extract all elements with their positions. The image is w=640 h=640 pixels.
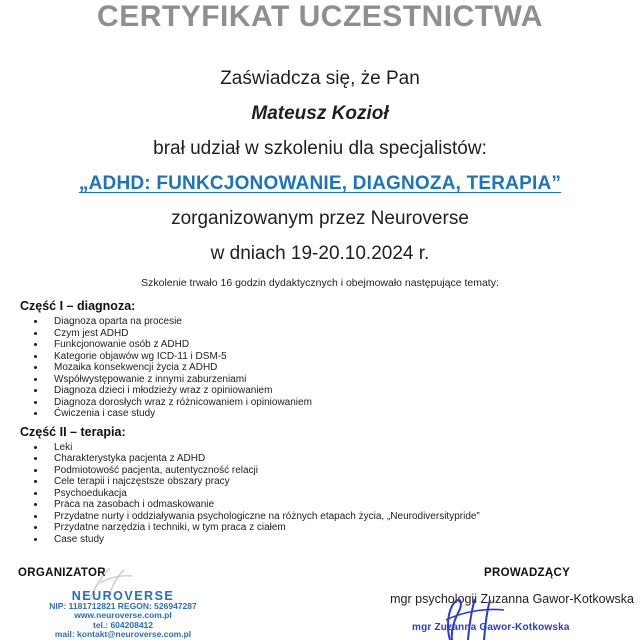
section-diagnosis (0, 299, 640, 420)
participant-name: Mateusz Kozioł (251, 103, 389, 124)
topic-list-therapy (0, 442, 640, 546)
topic-item: • Charakterystyka pacjenta z ADHD (46, 453, 640, 465)
topic-item: • Praca na zasobach i odmaskowanie (46, 499, 640, 511)
topic-item: • Cele terapii i najczęstsze obszary pracy (46, 476, 640, 488)
organizer-stamp (10, 590, 236, 639)
topic-item: • Przydatne nurty i oddziaływania psychologiczne na różnych etapach życia, „Neurodiversitypride” (46, 511, 640, 523)
dates-line: w dniach 19-20.10.2024 r. (210, 243, 430, 264)
course-title-line (0, 172, 640, 196)
topic-item: • Psychoedukacja (46, 488, 640, 500)
topic-item: • Funkcjonowanie osób z ADHD (46, 339, 640, 351)
participation-line: brał udział w szkoleniu dla specjalistów: (153, 138, 487, 159)
stamp-phone: tel.: 604208412 (92, 619, 154, 630)
topic-item: • Przydatne narzędzia i techniki, w tym praca z ciałem (46, 522, 640, 534)
stamp-company-name: NEUROVERSE (71, 589, 175, 603)
topic-item: • Mozaika konsekwencji życia z ADHD (46, 362, 640, 374)
course-title-link[interactable]: „ADHD: FUNKCJONOWANIE, DIAGNOZA, TERAPIA” (78, 173, 562, 194)
topic-item: • Diagnoza oparta na procesie (46, 316, 640, 328)
topic-item: • Podmiotowość pacjenta, autentyczność relacji (46, 465, 640, 477)
signature-scribble-icon (432, 596, 522, 640)
organized-by-line: zorganizowanym przez Neuroverse (171, 208, 469, 229)
duration-summary: Szkolenie trwało 16 godzin dydaktycznych i obejmowało następujące tematy: (141, 277, 499, 289)
topic-list-diagnosis (0, 316, 640, 420)
topic-item: • Diagnoza dorosłych wraz z różnicowaniem i opiniowaniem (46, 397, 640, 409)
certificate-intro (0, 67, 640, 266)
intro-line: Zaświadcza się, że Pan (220, 68, 420, 89)
presenter-name: mgr psychologii Zuzanna Gawor-Kotkowska (390, 592, 634, 606)
stamp-nip-regon: NIP: 1181712821 REGON: 526947287 (49, 601, 197, 611)
section-therapy (0, 425, 640, 546)
topic-item: • Współwystępowanie z innymi zaburzeniami (46, 374, 640, 386)
certificate-title: CERTYFIKAT UCZESTNICTWA (97, 0, 543, 33)
topic-item: • Diagnoza dzieci i młodzieży wraz z opiniowaniem (46, 385, 640, 397)
organizer-label: ORGANIZATOR (18, 567, 106, 579)
topic-item: • Leki (46, 442, 640, 454)
topic-item: • Case study (46, 534, 640, 546)
topic-item: • Czym jest ADHD (46, 328, 640, 340)
section-diagnosis-heading: Część I – diagnoza: (20, 299, 136, 313)
stamp-email: mail: kontakt@neuroverse.com.pl (54, 628, 192, 639)
topic-item: • Kategorie objawów wg ICD-11 i DSM-5 (46, 351, 640, 363)
topic-item: • Ćwiczenia i case study (46, 408, 640, 420)
presenter-signature-name: mgr Zuzanna Gawor-Kotkowska (412, 622, 570, 633)
presenter-label: PROWADZĄCY (484, 567, 571, 579)
stamp-website: www.neuroverse.com.pl (74, 610, 172, 621)
section-therapy-heading: Część II – terapia: (20, 424, 126, 439)
